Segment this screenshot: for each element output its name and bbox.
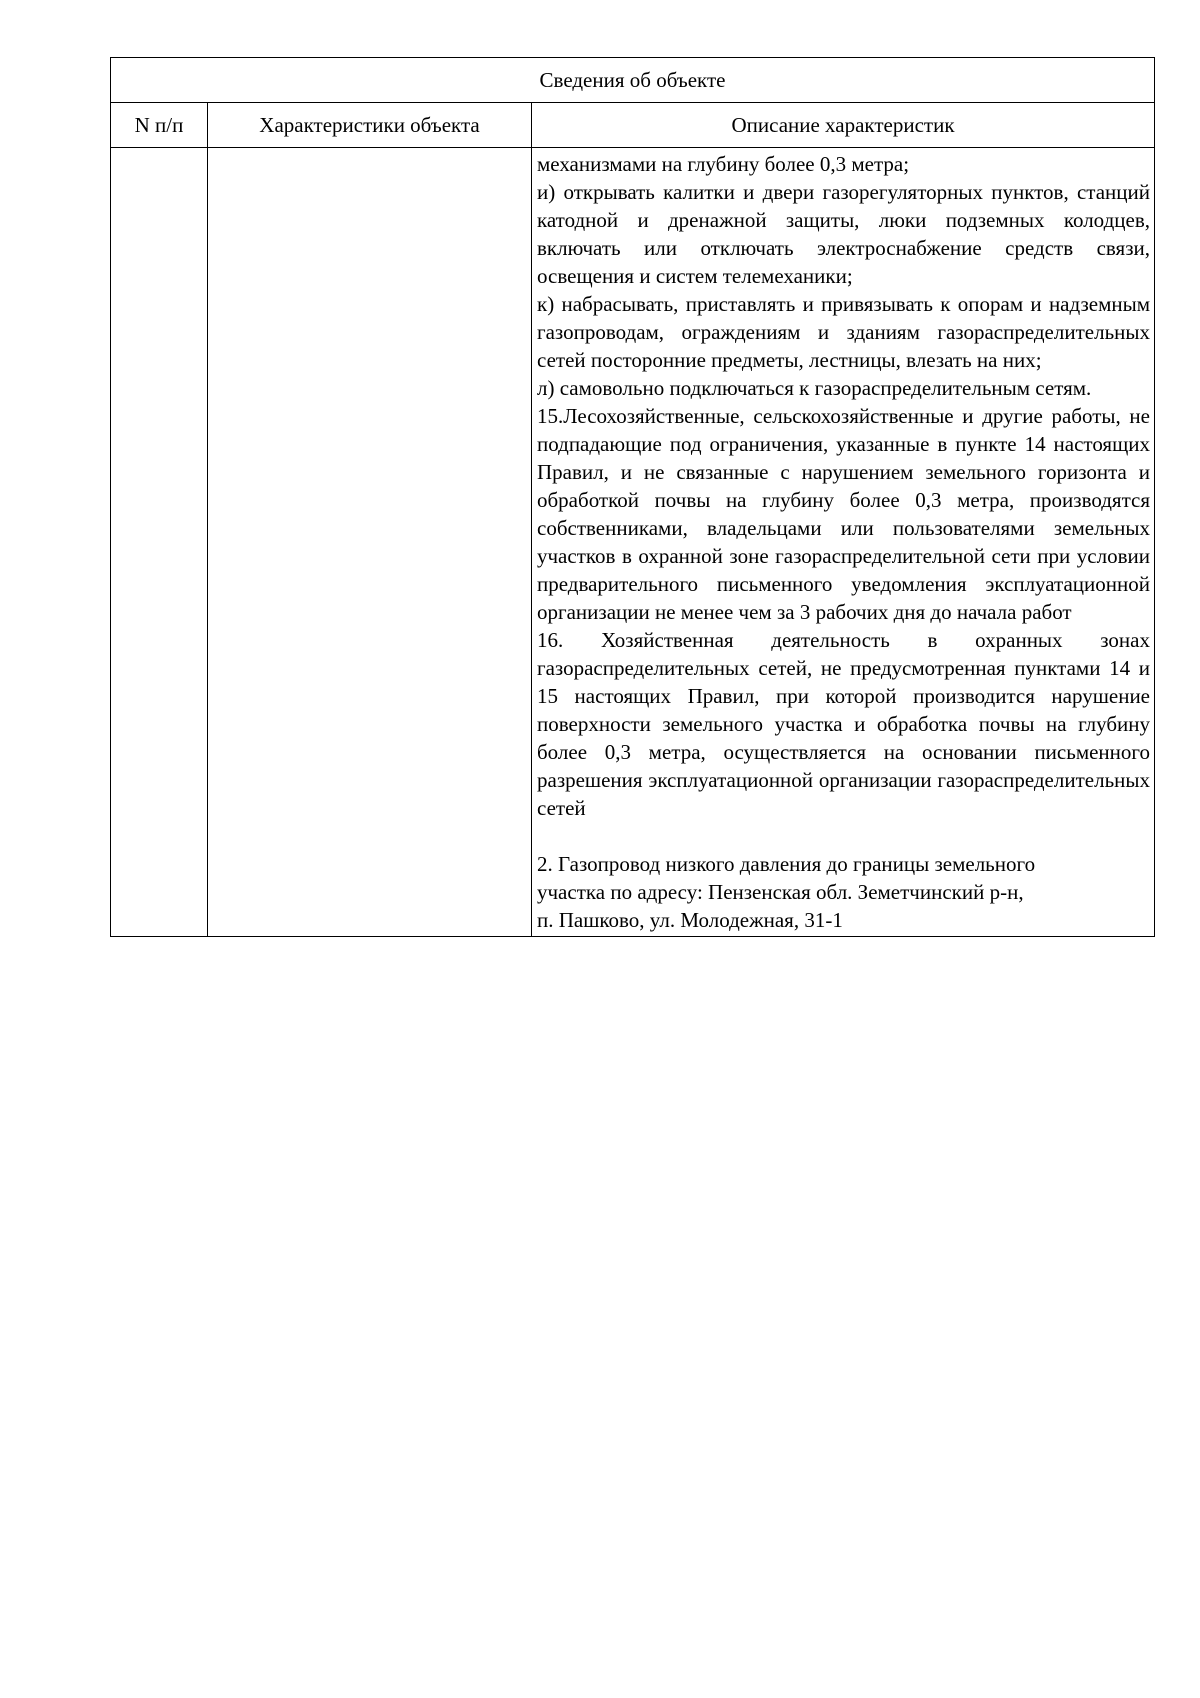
cell-description [532,148,1155,937]
cell-characteristics [208,148,532,937]
table-title: Сведения об объекте [111,58,1155,103]
description-paragraph: л) самовольно подключаться к газораспределительным сетям. [537,376,1092,400]
header-description: Описание характеристик [532,103,1155,148]
description-paragraph: к) набрасывать, приставлять и привязывать к опорам и надземным газопроводам, ограждениям и зданиям газораспределительных сетей посторонние предметы, лестницы, влезать на них; [537,292,1150,372]
table-row [111,148,1155,937]
header-characteristics: Характеристики объекта [208,103,532,148]
paragraph-spacer [537,822,1150,850]
address-line: п. Пашково, ул. Молодежная, 31-1 [537,908,843,932]
cell-number [111,148,208,937]
header-number: N п/п [111,103,208,148]
description-paragraph: 15.Лесохозяйственные, сельскохозяйственные и другие работы, не подпадающие под ограничения, указанные в пункте 14 настоящих Правил, и не связанные с нарушением земельного горизонта и обработкой почвы на глубину более 0,3 метра, производятся собственниками, владельцами или пользователями земельных участков в охранной зоне газораспределительной сети при условии предварительного письменного уведомления эксплуатационной организации не менее чем за 3 рабочих дня до начала работ [537,404,1150,624]
table-header-row [111,103,1155,148]
table-title-row [111,58,1155,103]
object-address [537,850,1150,936]
address-line: участка по адресу: Пензенская обл. Земетчинский р-н, [537,880,1024,904]
object-info-table [110,57,1155,937]
description-paragraph: механизмами на глубину более 0,3 метра; [537,152,910,176]
description-paragraph: 16. Хозяйственная деятельность в охранных зонах газораспределительных сетей, не предусмотренная пунктами 14 и 15 настоящих Правил, при которой производится нарушение поверхности земельного участка и обработка почвы на глубину более 0,3 метра, осуществляется на основании письменного разрешения эксплуатационной организации газораспределительных сетей [537,628,1150,820]
address-line: 2. Газопровод низкого давления до границы земельного [537,852,1036,876]
description-paragraph: и) открывать калитки и двери газорегуляторных пунктов, станций катодной и дренажной защиты, люки подземных колодцев, включать или отключать электроснабжение средств связи, освещения и систем телемеханики; [537,180,1150,288]
